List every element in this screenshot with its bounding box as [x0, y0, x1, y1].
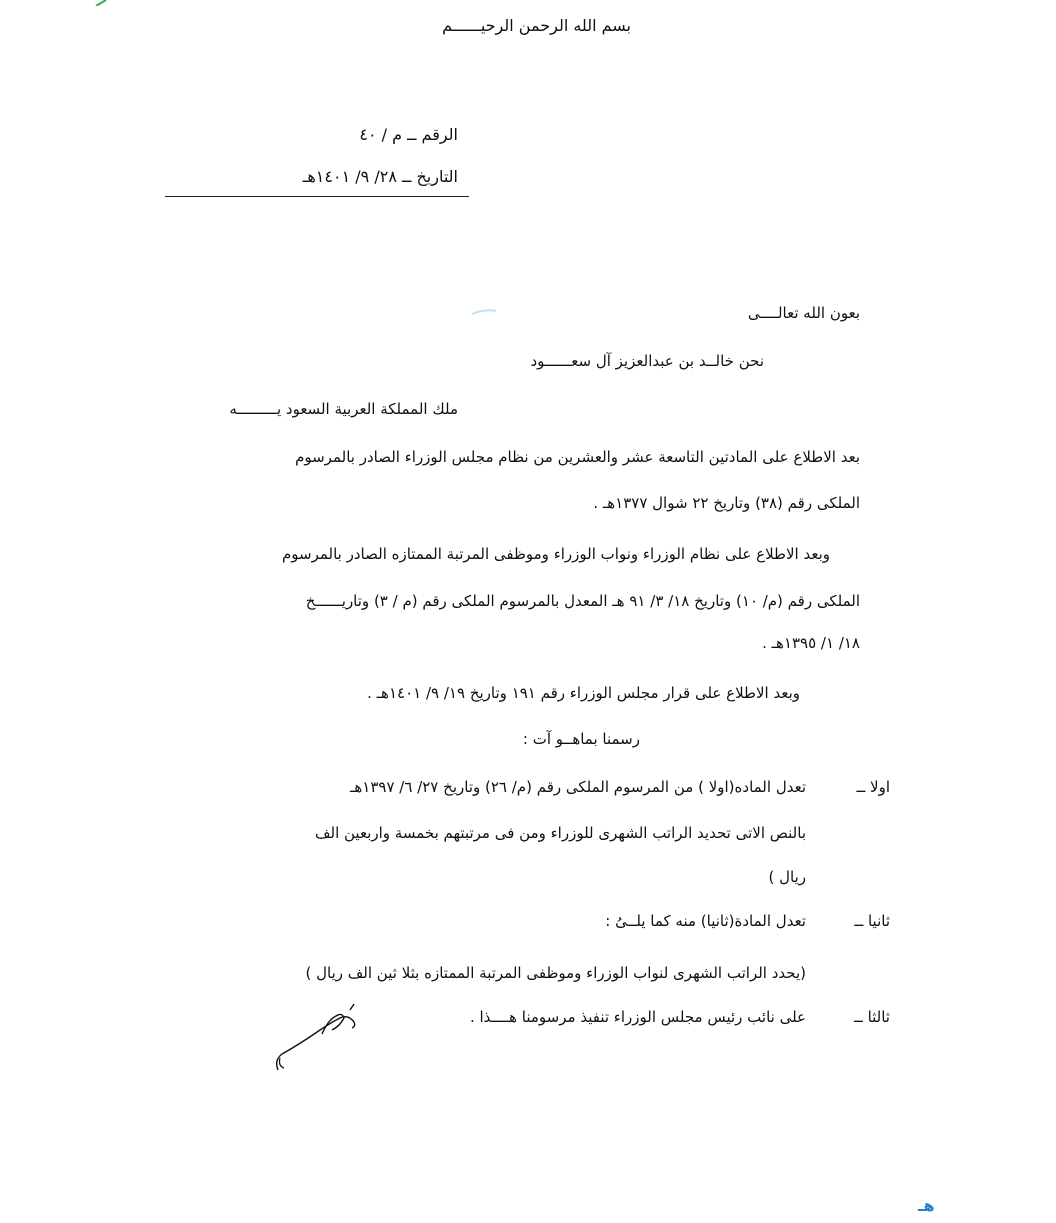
footer-mark: هـ	[918, 1196, 935, 1215]
article-2-line-1: تعدل المادة(ثانيا) منه كما يلــىُ :	[605, 912, 806, 930]
reference-number: الرقم ــ م / ٤٠	[359, 125, 458, 144]
king-name: نحن خالــد بن عبدالعزيز آل سعــــــود	[530, 352, 764, 370]
basmala: بسم الله الرحمن الرحيــــــم	[442, 16, 631, 35]
article-1-line-3: ريال )	[768, 868, 806, 886]
article-1-line-2: بالنص الاتى تحديد الراتب الشهرى للوزراء ومن فى مرتبتهم بخمسة واربعين الف	[314, 824, 806, 842]
preamble-1-line-2: الملكى رقم (٣٨) وتاريخ ٢٢ شوال ١٣٧٧هـ .	[593, 494, 860, 512]
article-2-line-2: (يحدد الراتب الشهرى لنواب الوزراء وموظفى المرتبة الممتازه بثلا ثين الف ريال )	[305, 964, 806, 982]
article-1-label: اولا ــ	[856, 778, 890, 796]
invocation: بعون الله تعالــــى	[747, 304, 860, 322]
handwritten-signature-icon	[270, 1000, 370, 1075]
document-date: التاريخ ــ ٢٨/ ٩/ ١٤٠١هـ	[302, 167, 458, 186]
preamble-2-line-1: وبعد الاطلاع على نظام الوزراء ونواب الوزراء وموظفى المرتبة الممتازه الصادر بالمرسوم	[281, 545, 830, 563]
article-3-line-1: على نائب رئيس مجلس الوزراء تنفيذ مرسومنا هــــذا .	[469, 1008, 806, 1026]
article-3-label: ثالثا ــ	[854, 1008, 890, 1026]
article-2-label: ثانيا ــ	[854, 912, 890, 930]
header-rule	[165, 196, 469, 197]
king-title: ملك المملكة العربية السعود يـــــــــه	[229, 400, 458, 418]
decree-statement: رسمنا بماهــو آت :	[522, 730, 640, 748]
preamble-3: وبعد الاطلاع على قرار مجلس الوزراء رقم ١٩١ وتاريخ ١٩/ ٩/ ١٤٠١هـ .	[367, 684, 800, 702]
preamble-2-line-2: الملكى رقم (م/ ١٠) وتاريخ ١٨/ ٣/ ٩١ هـ المعدل بالمرسوم الملكى رقم (م / ٣) وتاريــــــخ	[305, 592, 860, 610]
preamble-1-line-1: بعد الاطلاع على المادتين التاسعة عشر والعشرين من نظام مجلس الوزراء الصادر بالمرسوم	[295, 448, 860, 466]
article-1-line-1: تعدل الماده(اولا ) من المرسوم الملكى رقم (م/ ٢٦) وتاريخ ٢٧/ ٦/ ١٣٩٧هـ	[349, 778, 806, 796]
faint-scan-mark-icon	[470, 308, 498, 316]
corner-mark-icon	[94, 0, 108, 6]
preamble-2-line-3: ١٨/ ١/ ١٣٩٥هـ .	[762, 634, 860, 652]
